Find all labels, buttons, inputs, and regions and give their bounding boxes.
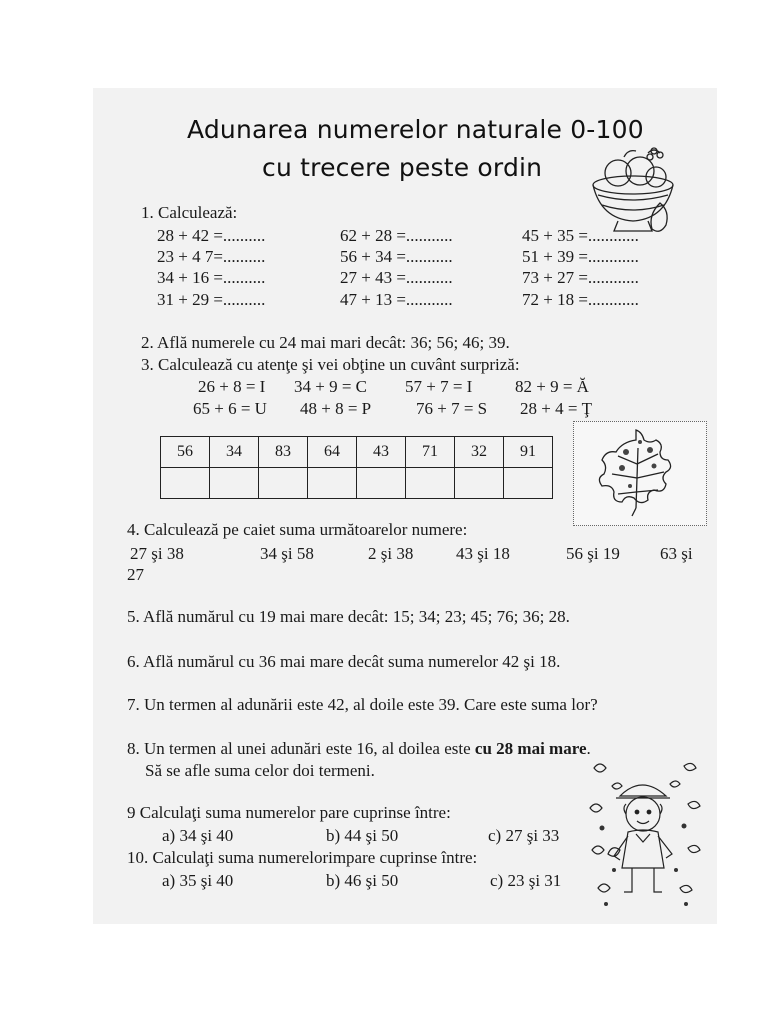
grid-answer-cell[interactable] (308, 468, 357, 499)
ex1-item: 47 + 13 =........... (340, 290, 453, 309)
ex4-wrap: 27 (127, 565, 144, 584)
ex4-pair: 34 şi 58 (260, 544, 314, 563)
ex7-text: 7. Un termen al adunării este 42, al doile este 39. Care este suma lor? (127, 695, 598, 714)
ex1-item: 27 + 43 =........... (340, 268, 453, 287)
ex8-line2: Să se afle suma celor doi termeni. (145, 761, 375, 780)
ex4-pair: 2 şi 38 (368, 544, 414, 563)
ex5-text: 5. Află numărul cu 19 mai mare decât: 15; 34; 23; 45; 76; 36; 28. (127, 607, 570, 626)
answer-grid (160, 436, 553, 499)
ex10-heading: 10. Calculaţi suma numerelorimpare cuprinse între: (127, 848, 478, 867)
ex1-item: 73 + 27 =............ (522, 268, 639, 287)
ex1-item: 51 + 39 =............ (522, 247, 639, 266)
ex1-heading: 1. Calculează: (141, 203, 238, 222)
grid-header-cell: 83 (259, 437, 308, 468)
grid-header-cell: 34 (210, 437, 259, 468)
ex1-item: 23 + 4 7=.......... (157, 247, 266, 266)
ex3-code: 82 + 9 = Ă (515, 377, 589, 396)
ex10-option: a) 35 şi 40 (162, 871, 234, 890)
ex4-pair: 56 şi 19 (566, 544, 620, 563)
ex9-heading: 9 Calculaţi suma numerelor pare cuprinse între: (127, 803, 451, 822)
grid-answer-cell[interactable] (210, 468, 259, 499)
ex8-text (127, 739, 591, 759)
ex1-item: 28 + 42 =.......... (157, 226, 266, 245)
ex1-item: 56 + 34 =........... (340, 247, 453, 266)
title-line-1: Adunarea numerelor naturale 0-100 (187, 115, 644, 144)
grid-answer-cell[interactable] (357, 468, 406, 499)
grid-answer-cell[interactable] (504, 468, 553, 499)
ex3-code: 26 + 8 = I (198, 377, 266, 396)
ex9-option: b) 44 şi 50 (326, 826, 399, 845)
ex4-heading: 4. Calculează pe caiet suma următoarelor numere: (127, 520, 468, 539)
grid-answer-cell[interactable] (455, 468, 504, 499)
ex1-item: 72 + 18 =............ (522, 290, 639, 309)
ex1-item: 34 + 16 =.......... (157, 268, 266, 287)
ex10-option: b) 46 şi 50 (326, 871, 399, 890)
ex3-code: 57 + 7 = I (405, 377, 473, 396)
ex3-code: 34 + 9 = C (294, 377, 368, 396)
ex2-text: 2. Află numerele cu 24 mai mari decât: 36; 56; 46; 39. (141, 333, 510, 352)
ex1-item: 45 + 35 =............ (522, 226, 639, 245)
grid-header-cell: 64 (308, 437, 357, 468)
fruit-bowl-icon (588, 143, 678, 238)
ex4-pair: 63 şi (660, 544, 693, 563)
grid-header-cell: 32 (455, 437, 504, 468)
ex4-pair: 27 şi 38 (130, 544, 184, 563)
ex3-code: 76 + 7 = S (416, 399, 488, 418)
ex9-option: a) 34 şi 40 (162, 826, 234, 845)
ex8-text-part: 8. Un termen al unei adunări este 16, al doilea este (127, 739, 475, 758)
grid-header-cell: 91 (504, 437, 553, 468)
grid-header-cell: 43 (357, 437, 406, 468)
ex1-item: 62 + 28 =........... (340, 226, 453, 245)
grid-answer-cell[interactable] (161, 468, 210, 499)
grid-header-cell: 56 (161, 437, 210, 468)
grid-answer-cell[interactable] (259, 468, 308, 499)
title-line-2: cu trecere peste ordin (262, 153, 543, 182)
leaf-icon (596, 428, 682, 518)
grid-header-cell: 71 (406, 437, 455, 468)
ex1-item: 31 + 29 =.......... (157, 290, 266, 309)
ex3-code: 28 + 4 = Ţ (520, 399, 593, 418)
child-with-leaves-icon (584, 758, 704, 910)
ex8-text-end: . (586, 739, 591, 758)
ex10-option: c) 23 şi 31 (490, 871, 562, 890)
ex9-option: c) 27 şi 33 (488, 826, 560, 845)
ex8-emphasis: cu 28 mai mare (474, 739, 587, 758)
ex3-heading: 3. Calculează cu atenţe şi vei obţine un cuvânt surpriză: (141, 355, 520, 374)
ex4-pair: 43 şi 18 (456, 544, 510, 563)
grid-answer-cell[interactable] (406, 468, 455, 499)
ex3-code: 65 + 6 = U (193, 399, 267, 418)
ex6-text: 6. Află numărul cu 36 mai mare decât suma numerelor 42 şi 18. (127, 652, 561, 671)
ex3-code: 48 + 8 = P (300, 399, 372, 418)
